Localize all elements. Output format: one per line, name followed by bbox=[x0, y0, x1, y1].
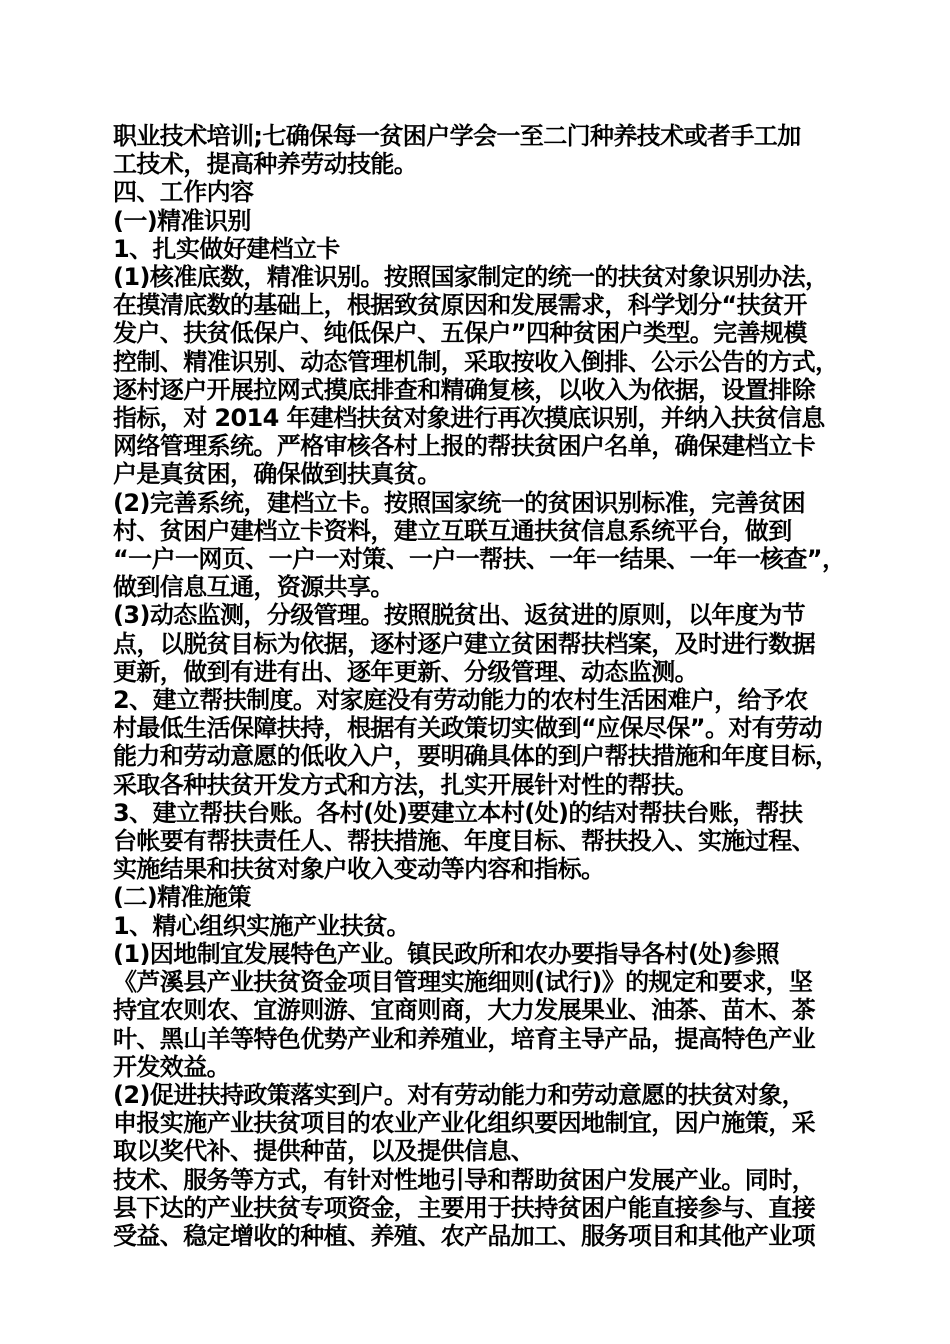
text-line: 逐村逐户开展拉网式摸底排查和精确复核，以收入为依据，设置排除 bbox=[113, 375, 815, 404]
text-line: 持宜农则农、宜游则游、宜商则商，大力发展果业、油茶、苗木、茶 bbox=[113, 996, 815, 1025]
text-line: 职业技术培训;七确保每一贫困户学会一至二门种养技术或者手工加 bbox=[113, 122, 801, 150]
text-line: 网络管理系统。严格审核各村上报的帮扶贫困户名单，确保建档立卡 bbox=[113, 432, 815, 461]
document-body bbox=[113, 122, 853, 1250]
text-line: 技术、服务等方式，有针对性地引导和帮助贫困户发展产业。同时， bbox=[113, 1165, 815, 1194]
text-line: 取以奖代补、提供种苗，以及提供信息、 bbox=[113, 1137, 535, 1166]
text-line: 1、精心组织实施产业扶贫。 bbox=[113, 911, 410, 940]
text-line: 点，以脱贫目标为依据，逐村逐户建立贫困帮扶档案，及时进行数据 bbox=[113, 629, 815, 658]
text-line: 受益、稳定增收的种植、养殖、农产品加工、服务项目和其他产业项 bbox=[113, 1221, 815, 1250]
text-line: (1)核准底数，精准识别。按照国家制定的统一的扶贫对象识别办法， bbox=[113, 263, 829, 292]
text-line: 发户、扶贫低保户、纯低保户、五保户”四种贫困户类型。完善规模 bbox=[113, 319, 807, 348]
text-line: 能力和劳动意愿的低收入户，要明确具体的到户帮扶措施和年度目标， bbox=[113, 742, 839, 771]
text-line: 做到信息互通，资源共享。 bbox=[113, 573, 394, 602]
text-line: (2)完善系统，建档立卡。按照国家统一的贫困识别标准，完善贫困 bbox=[113, 488, 806, 517]
text-line: 户是真贫困，确保做到扶真贫。 bbox=[113, 460, 441, 489]
text-line: 3、建立帮扶台账。各村(处)要建立本村(处)的结对帮扶台账，帮扶 bbox=[113, 798, 803, 827]
text-line: 实施结果和扶贫对象户收入变动等内容和指标。 bbox=[113, 855, 605, 884]
text-line: (2)促进扶持政策落实到户。对有劳动能力和劳动意愿的扶贫对象， bbox=[113, 1080, 806, 1109]
text-line: 四、工作内容 bbox=[113, 178, 254, 207]
text-line: 台帐要有帮扶责任人、帮扶措施、年度目标、帮扶投入、实施过程、 bbox=[113, 827, 815, 856]
text-line: 村最低生活保障扶持，根据有关政策切实做到“应保尽保”。对有劳动 bbox=[113, 714, 822, 743]
text-line: 申报实施产业扶贫项目的农业产业化组织要因地制宜，因户施策，采 bbox=[113, 1109, 815, 1138]
text-line: 工技术，提高种养劳动技能。 bbox=[113, 150, 418, 179]
text-line: 2、建立帮扶制度。对家庭没有劳动能力的农村生活困难户，给予农 bbox=[113, 686, 808, 715]
text-line: 更新，做到有进有出、逐年更新、分级管理、动态监测。 bbox=[113, 657, 698, 686]
text-line: 控制、精准识别、动态管理机制，采取按收入倒排、公示公告的方式， bbox=[113, 347, 839, 376]
text-line: 指标，对 2014 年建档扶贫对象进行再次摸底识别，并纳入扶贫信息 bbox=[113, 404, 825, 433]
text-line: 县下达的产业扶贫专项资金，主要用于扶持贫困户能直接参与、直接 bbox=[113, 1193, 815, 1222]
text-line: 《芦溪县产业扶贫资金项目管理实施细则(试行)》的规定和要求，坚 bbox=[113, 968, 813, 997]
text-line: 采取各种扶贫开发方式和方法，扎实开展针对性的帮扶。 bbox=[113, 770, 698, 799]
text-line: 开发效益。 bbox=[113, 1052, 230, 1081]
text-line: 村、贫困户建档立卡资料，建立互联互通扶贫信息系统平台，做到 bbox=[113, 516, 792, 545]
text-line: 1、扎实做好建档立卡 bbox=[113, 234, 340, 263]
text-line: 在摸清底数的基础上，根据致贫原因和发展需求，科学划分“扶贫开 bbox=[113, 291, 807, 320]
text-line: (3)动态监测，分级管理。按照脱贫出、返贫进的原则，以年度为节 bbox=[113, 601, 806, 630]
text-line: “一户一网页、一户一对策、一户一帮扶、一年一结果、一年一核查”， bbox=[113, 545, 846, 574]
text-line: 叶、黑山羊等特色优势产业和养殖业，培育主导产品，提高特色产业 bbox=[113, 1024, 815, 1053]
text-line: (一)精准识别 bbox=[113, 206, 251, 235]
text-line: (二)精准施策 bbox=[113, 883, 251, 912]
text-line: (1)因地制宜发展特色产业。镇民政所和农办要指导各村(处)参照 bbox=[113, 939, 779, 968]
